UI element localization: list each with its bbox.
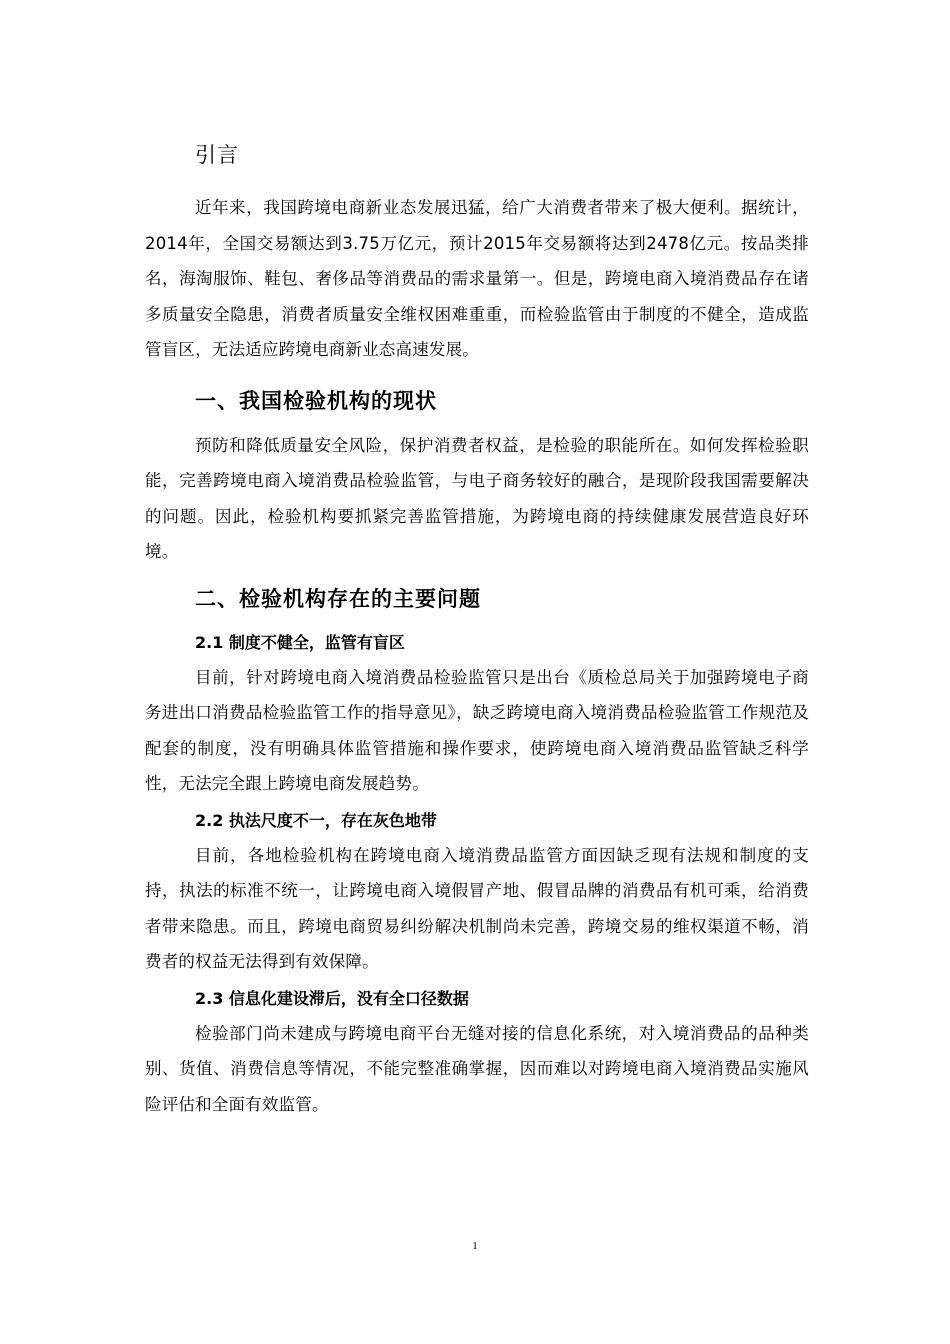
subsection-2-3-heading: 2.3 信息化建设滞后，没有全口径数据: [195, 988, 469, 1008]
subsection-2-1-heading: 2.1 制度不健全，监管有盲区: [195, 632, 405, 652]
subsection-2-2-paragraph: 目前，各地检验机构在跨境电商入境消费品监管方面因缺乏现有法规和制度的支持，执法的标准不统一，让跨境电商入境假冒产地、假冒品牌的消费品有机可乘，给消费者带来隐患。而且，跨境电商贸易纠纷解决机制尚未完善，跨境交易的维权渠道不畅，消费者的权益无法得到有效保障。: [145, 845, 809, 971]
subsection-2-2-heading: 2.2 执法尺度不一，存在灰色地带: [195, 810, 437, 830]
subsection-2-3-paragraph: 检验部门尚未建成与跨境电商平台无缝对接的信息化系统，对入境消费品的品种类别、货值、消费信息等情况，不能完整准确掌握，因而难以对跨境电商入境消费品实施风险评估和全面有效监管。: [145, 1023, 809, 1114]
section-1-heading: 一、我国检验机构的现状: [195, 388, 437, 413]
intro-paragraph: 近年来，我国跨境电商新业态发展迅猛，给广大消费者带来了极大便利。据统计，2014年，全国交易额达到3.75万亿元，预计2015年交易额将达到2478亿元。按品类排名，海淘服饰、鞋包、奢侈品等消费品的需求量第一。但是，跨境电商入境消费品存在诸多质量安全隐患，消费者质量安全维权困难重重，而检验监管由于制度的不健全，造成监管盲区，无法适应跨境电商新业态高速发展。: [145, 198, 809, 359]
page-number: 1: [472, 1240, 478, 1252]
document-body: [145, 130, 809, 1122]
subsection-2-1-paragraph: 目前，针对跨境电商入境消费品检验监管只是出台《质检总局关于加强跨境电子商务进出口消费品检验监管工作的指导意见》，缺乏跨境电商入境消费品检验监管工作规范及配套的制度，没有明确具体监管措施和操作要求，使跨境电商入境消费品监管缺乏科学性，无法完全跟上跨境电商发展趋势。: [145, 667, 809, 793]
section-1-paragraph: 预防和降低质量安全风险，保护消费者权益，是检验的职能所在。如何发挥检验职能，完善跨境电商入境消费品检验监管，与电子商务较好的融合，是现阶段我国需要解决的问题。因此，检验机构要抓紧完善监管措施，为跨境电商的持续健康发展营造良好环境。: [145, 435, 809, 561]
section-2-heading: 二、检验机构存在的主要问题: [195, 586, 481, 611]
intro-heading: 引言: [195, 143, 239, 167]
